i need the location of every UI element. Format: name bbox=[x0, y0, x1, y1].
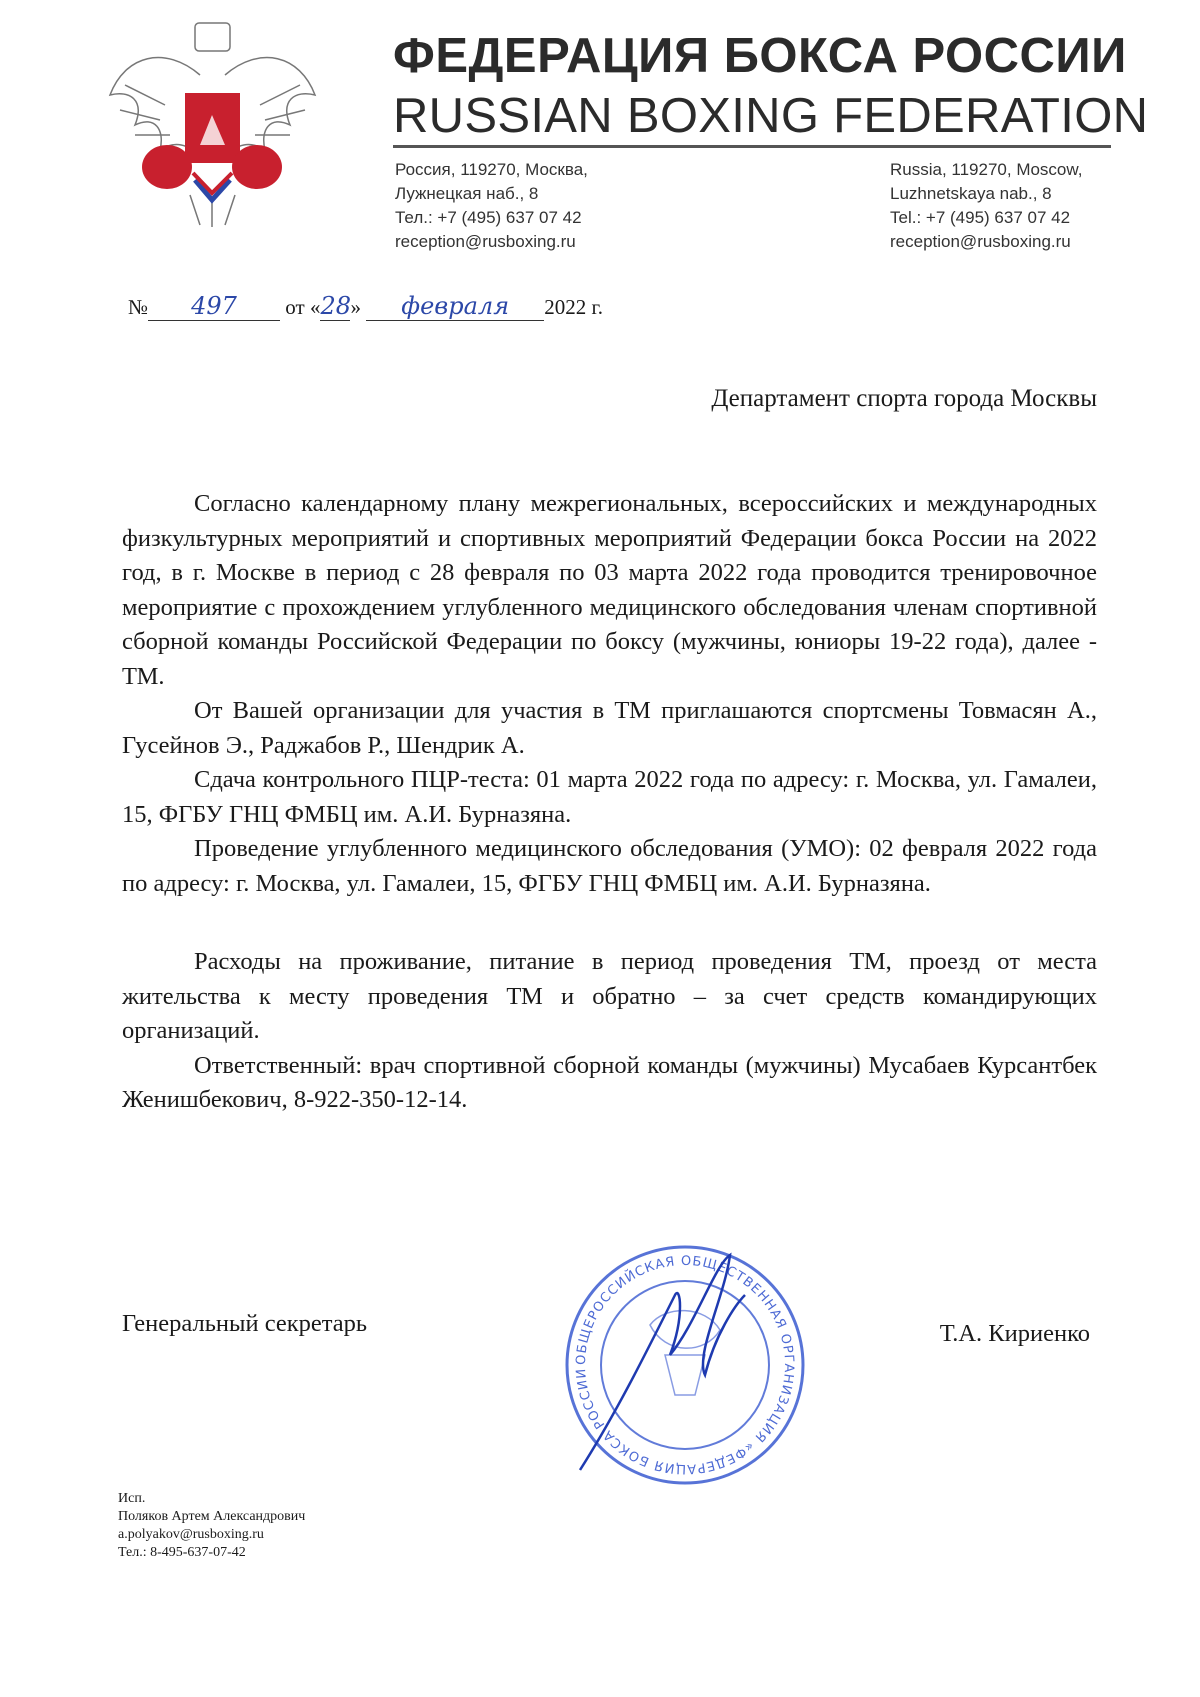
day-close-quote: » bbox=[350, 295, 361, 319]
svg-text:ОБЩЕРОССИЙСКАЯ ОБЩЕСТВЕННАЯ ОР: ОБЩЕРОССИЙСКАЯ ОБЩЕСТВЕННАЯ ОРГАНИЗАЦИЯ «ФЕДЕРАЦИЯ БОКСА РОССИИ bbox=[573, 1253, 797, 1477]
address-email: reception@rusboxing.ru bbox=[890, 232, 1071, 251]
address-en bbox=[890, 158, 1082, 254]
address-line: Россия, 119270, Москва, bbox=[395, 160, 588, 179]
document-reference bbox=[128, 292, 603, 321]
from-label: от « bbox=[285, 295, 321, 319]
executor-info bbox=[118, 1490, 305, 1562]
body-paragraph: Сдача контрольного ПЦР-теста: 01 марта 2022 года по адресу: г. Москва, ул. Гамалеи, 15, ФГБУ ГНЦ ФМБЦ им. А.И. Бурназяна. bbox=[122, 766, 1097, 828]
addressee: Департамент спорта города Москвы bbox=[711, 385, 1097, 412]
official-stamp-with-signature bbox=[555, 1235, 815, 1495]
body-paragraph: Расходы на проживание, питание в период проведения ТМ, проезд от места жительства к месту проведения ТМ и обратно – за счет средств командирующих организаций. bbox=[122, 948, 1097, 1044]
executor-email: a.polyakov@rusboxing.ru bbox=[118, 1527, 264, 1542]
address-ru bbox=[395, 158, 588, 254]
address-line: Russia, 119270, Moscow, bbox=[890, 160, 1083, 179]
body-paragraph: Проведение углубленного медицинского обследования (УМО): 02 февраля 2022 года по адресу: г. Москва, ул. Гамалеи, 15, ФГБУ ГНЦ ФМБЦ им. А.И. Бурназяна. bbox=[122, 835, 1097, 897]
federation-emblem-logo bbox=[105, 15, 320, 230]
address-email: reception@rusboxing.ru bbox=[395, 232, 576, 251]
document-month: февраля bbox=[401, 292, 510, 320]
document-number: 497 bbox=[191, 292, 237, 320]
federation-title-en: RUSSIAN BOXING FEDERATION bbox=[393, 89, 1149, 143]
number-label: № bbox=[128, 295, 149, 319]
body-paragraph: От Вашей организации для участия в ТМ приглашаются спортсмены Товмасян А., Гусейнов Э., Раджабов Р., Шендрик А. bbox=[122, 697, 1097, 759]
signatory-title: Генеральный секретарь bbox=[122, 1310, 368, 1337]
header-divider bbox=[393, 145, 1111, 148]
document-day: 28 bbox=[320, 292, 351, 320]
body-paragraph: Ответственный: врач спортивной сборной команды (мужчины) Мусабаев Курсантбек Женишбекович, 8-922-350-12-14. bbox=[122, 1051, 1097, 1113]
address-line: Luzhnetskaya nab., 8 bbox=[890, 184, 1052, 203]
body-paragraph: Согласно календарному плану межрегиональных, всероссийских и международных физкультурных мероприятий и спортивных мероприятий Федерации бокса России на 2022 год, в г. Москве в период с 28 февраля по 03 марта 2022 года проводится тренировочное мероприятие с прохождением углубленного медицинского обследования членам спортивной сборной команды Российской Федерации по боксу (мужчины, юниоры 19-22 года), далее - ТМ. bbox=[122, 490, 1097, 690]
document-year: 2022 г. bbox=[544, 295, 603, 319]
letter-body bbox=[122, 487, 1097, 1118]
federation-title-ru: ФЕДЕРАЦИЯ БОКСА РОССИИ bbox=[393, 29, 1127, 83]
signatory-name: Т.А. Кириенко bbox=[939, 1320, 1090, 1347]
address-phone: Тел.: +7 (495) 637 07 42 bbox=[395, 208, 582, 227]
executor-name: Поляков Артем Александрович bbox=[118, 1509, 306, 1524]
executor-label: Исп. bbox=[118, 1491, 146, 1506]
address-phone: Tel.: +7 (495) 637 07 42 bbox=[890, 208, 1071, 227]
executor-phone: Тел.: 8-495-637-07-42 bbox=[118, 1545, 246, 1560]
address-line: Лужнецкая наб., 8 bbox=[395, 184, 539, 203]
